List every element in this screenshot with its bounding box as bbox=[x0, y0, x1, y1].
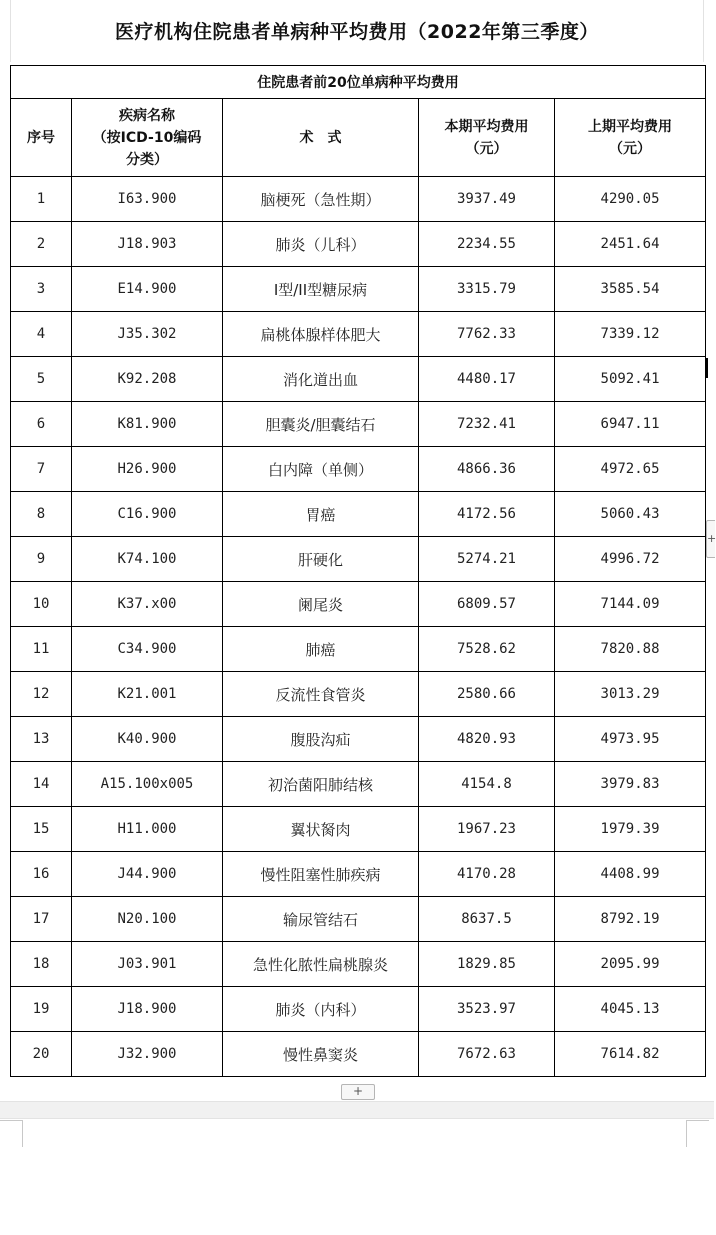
cell-previous-cost: 3585.54 bbox=[555, 267, 706, 312]
cell-icd-code: K40.900 bbox=[72, 717, 223, 762]
page-corner-mark-right bbox=[686, 1120, 709, 1147]
cell-procedure: 肺癌 bbox=[223, 627, 419, 672]
cell-previous-cost: 5060.43 bbox=[555, 492, 706, 537]
cell-icd-code: H26.900 bbox=[72, 447, 223, 492]
cell-current-cost: 7762.33 bbox=[419, 312, 555, 357]
cell-procedure: 慢性阻塞性肺疾病 bbox=[223, 852, 419, 897]
cell-procedure: 肝硬化 bbox=[223, 537, 419, 582]
cell-index: 18 bbox=[11, 942, 72, 987]
header-previous-cost: 上期平均费用 （元） bbox=[555, 99, 706, 177]
cell-procedure: 腹股沟疝 bbox=[223, 717, 419, 762]
cell-icd-code: J32.900 bbox=[72, 1032, 223, 1077]
cell-icd-code: J18.903 bbox=[72, 222, 223, 267]
cell-previous-cost: 3013.29 bbox=[555, 672, 706, 717]
cell-previous-cost: 8792.19 bbox=[555, 897, 706, 942]
cell-index: 3 bbox=[11, 267, 72, 312]
cell-procedure: 脑梗死（急性期） bbox=[223, 177, 419, 222]
cell-icd-code: E14.900 bbox=[72, 267, 223, 312]
cell-procedure: 翼状胬肉 bbox=[223, 807, 419, 852]
cell-icd-code: J18.900 bbox=[72, 987, 223, 1032]
cell-procedure: 消化道出血 bbox=[223, 357, 419, 402]
cell-index: 6 bbox=[11, 402, 72, 447]
cell-current-cost: 8637.5 bbox=[419, 897, 555, 942]
table-row bbox=[11, 852, 706, 897]
cell-icd-code: J44.900 bbox=[72, 852, 223, 897]
cell-current-cost: 7528.62 bbox=[419, 627, 555, 672]
cell-procedure: 胃癌 bbox=[223, 492, 419, 537]
cell-current-cost: 7232.41 bbox=[419, 402, 555, 447]
table-row bbox=[11, 627, 706, 672]
cell-icd-code: I63.900 bbox=[72, 177, 223, 222]
cell-index: 15 bbox=[11, 807, 72, 852]
cell-index: 8 bbox=[11, 492, 72, 537]
table-row bbox=[11, 717, 706, 762]
cell-current-cost: 1829.85 bbox=[419, 942, 555, 987]
table-row bbox=[11, 942, 706, 987]
cell-index: 7 bbox=[11, 447, 72, 492]
cell-icd-code: K21.001 bbox=[72, 672, 223, 717]
table-row bbox=[11, 537, 706, 582]
cell-index: 20 bbox=[11, 1032, 72, 1077]
cell-previous-cost: 4973.95 bbox=[555, 717, 706, 762]
cell-icd-code: K81.900 bbox=[72, 402, 223, 447]
cell-previous-cost: 4408.99 bbox=[555, 852, 706, 897]
cell-current-cost: 3523.97 bbox=[419, 987, 555, 1032]
table-row bbox=[11, 492, 706, 537]
cell-icd-code: K74.100 bbox=[72, 537, 223, 582]
cell-index: 1 bbox=[11, 177, 72, 222]
table-row bbox=[11, 447, 706, 492]
cell-current-cost: 2580.66 bbox=[419, 672, 555, 717]
cell-icd-code: H11.000 bbox=[72, 807, 223, 852]
cell-icd-code: K37.x00 bbox=[72, 582, 223, 627]
cell-current-cost: 3315.79 bbox=[419, 267, 555, 312]
table-row bbox=[11, 987, 706, 1032]
cell-current-cost: 4820.93 bbox=[419, 717, 555, 762]
cell-previous-cost: 4045.13 bbox=[555, 987, 706, 1032]
cell-icd-code: A15.100x005 bbox=[72, 762, 223, 807]
table-row bbox=[11, 582, 706, 627]
cell-previous-cost: 6947.11 bbox=[555, 402, 706, 447]
cell-previous-cost: 4996.72 bbox=[555, 537, 706, 582]
header-current-cost: 本期平均费用 （元） bbox=[419, 99, 555, 177]
cell-index: 11 bbox=[11, 627, 72, 672]
cell-icd-code: C16.900 bbox=[72, 492, 223, 537]
cell-previous-cost: 2095.99 bbox=[555, 942, 706, 987]
cell-procedure: 肺炎（儿科） bbox=[223, 222, 419, 267]
cell-current-cost: 4170.28 bbox=[419, 852, 555, 897]
table-row bbox=[11, 402, 706, 447]
page-corner-mark-left bbox=[0, 1120, 23, 1147]
cell-index: 9 bbox=[11, 537, 72, 582]
table-row bbox=[11, 177, 706, 222]
cell-current-cost: 4480.17 bbox=[419, 357, 555, 402]
cell-procedure: 扁桃体腺样体肥大 bbox=[223, 312, 419, 357]
cell-procedure: 初治菌阳肺结核 bbox=[223, 762, 419, 807]
cell-previous-cost: 3979.83 bbox=[555, 762, 706, 807]
cell-current-cost: 3937.49 bbox=[419, 177, 555, 222]
cell-index: 12 bbox=[11, 672, 72, 717]
cell-index: 17 bbox=[11, 897, 72, 942]
cell-previous-cost: 4290.05 bbox=[555, 177, 706, 222]
cell-index: 5 bbox=[11, 357, 72, 402]
cell-index: 19 bbox=[11, 987, 72, 1032]
cell-procedure: 胆囊炎/胆囊结石 bbox=[223, 402, 419, 447]
cost-table bbox=[10, 65, 706, 1077]
cell-procedure: 慢性鼻窦炎 bbox=[223, 1032, 419, 1077]
cell-icd-code: K92.208 bbox=[72, 357, 223, 402]
table-row bbox=[11, 357, 706, 402]
cell-index: 14 bbox=[11, 762, 72, 807]
cell-previous-cost: 2451.64 bbox=[555, 222, 706, 267]
table-row bbox=[11, 1032, 706, 1077]
table-row bbox=[11, 897, 706, 942]
cell-current-cost: 7672.63 bbox=[419, 1032, 555, 1077]
table-row bbox=[11, 807, 706, 852]
table-row bbox=[11, 762, 706, 807]
cell-current-cost: 4866.36 bbox=[419, 447, 555, 492]
cell-previous-cost: 7820.88 bbox=[555, 627, 706, 672]
cell-previous-cost: 5092.41 bbox=[555, 357, 706, 402]
document-title: 医疗机构住院患者单病种平均费用（2022年第三季度） bbox=[115, 21, 599, 43]
table-row bbox=[11, 672, 706, 717]
cell-previous-cost: 1979.39 bbox=[555, 807, 706, 852]
cell-procedure: I型/II型糖尿病 bbox=[223, 267, 419, 312]
cell-index: 4 bbox=[11, 312, 72, 357]
page-break bbox=[0, 1101, 714, 1119]
table-row bbox=[11, 312, 706, 357]
header-index: 序号 bbox=[11, 99, 72, 177]
cell-icd-code: C34.900 bbox=[72, 627, 223, 672]
table-row bbox=[11, 267, 706, 312]
table-row bbox=[11, 222, 706, 267]
add-row-button[interactable]: + bbox=[341, 1084, 375, 1100]
cell-index: 2 bbox=[11, 222, 72, 267]
header-disease: 疾病名称 （按ICD-10编码 分类） bbox=[72, 99, 223, 177]
header-procedure: 术式 bbox=[223, 99, 419, 177]
cell-procedure: 急性化脓性扁桃腺炎 bbox=[223, 942, 419, 987]
cell-current-cost: 1967.23 bbox=[419, 807, 555, 852]
cell-index: 10 bbox=[11, 582, 72, 627]
cell-current-cost: 6809.57 bbox=[419, 582, 555, 627]
cell-previous-cost: 7614.82 bbox=[555, 1032, 706, 1077]
table-body bbox=[11, 177, 706, 1077]
table-caption: 住院患者前20位单病种平均费用 bbox=[11, 66, 706, 99]
cell-index: 13 bbox=[11, 717, 72, 762]
cell-procedure: 输尿管结石 bbox=[223, 897, 419, 942]
text-cursor bbox=[706, 358, 708, 378]
cell-previous-cost: 4972.65 bbox=[555, 447, 706, 492]
cell-icd-code: J03.901 bbox=[72, 942, 223, 987]
cell-icd-code: J35.302 bbox=[72, 312, 223, 357]
cell-procedure: 肺炎（内科） bbox=[223, 987, 419, 1032]
cell-current-cost: 2234.55 bbox=[419, 222, 555, 267]
cell-procedure: 阑尾炎 bbox=[223, 582, 419, 627]
cell-current-cost: 5274.21 bbox=[419, 537, 555, 582]
add-column-button[interactable]: + bbox=[706, 520, 715, 558]
cell-previous-cost: 7144.09 bbox=[555, 582, 706, 627]
cell-current-cost: 4154.8 bbox=[419, 762, 555, 807]
cell-previous-cost: 7339.12 bbox=[555, 312, 706, 357]
cell-procedure: 反流性食管炎 bbox=[223, 672, 419, 717]
cell-procedure: 白内障（单侧） bbox=[223, 447, 419, 492]
cell-icd-code: N20.100 bbox=[72, 897, 223, 942]
cell-index: 16 bbox=[11, 852, 72, 897]
cell-current-cost: 4172.56 bbox=[419, 492, 555, 537]
